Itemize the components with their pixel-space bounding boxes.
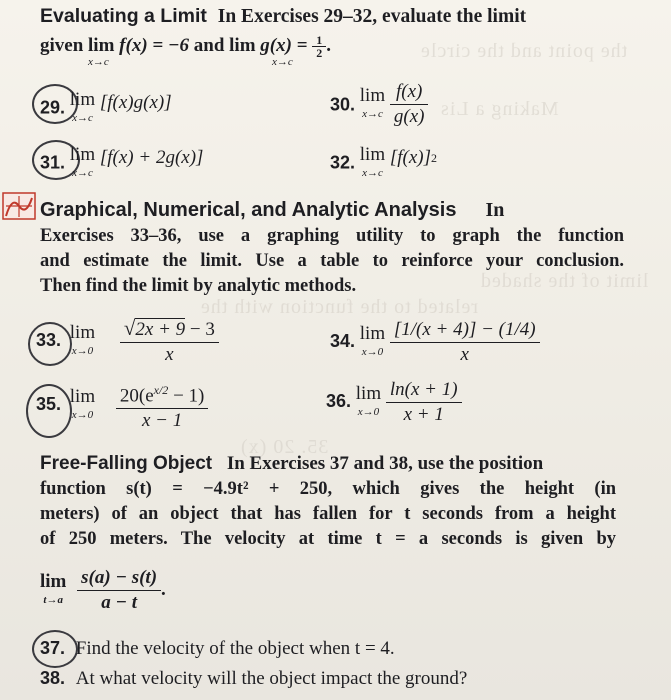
section-heading-free-fall: Free-Falling Object <box>40 453 213 474</box>
exercise-30 <box>330 80 428 129</box>
exercise-35-denominator: x − 1 <box>116 408 208 433</box>
exercise-29-sub: x→c <box>72 112 93 124</box>
exercise-36-numerator: ln(x + 1) <box>389 379 458 400</box>
exercise-29-lim: lim <box>69 89 96 110</box>
exercise-37-text: Find the velocity of the object when t = 4. <box>75 638 395 659</box>
graphical-instructions <box>40 224 624 299</box>
exercise-36-number: 36. <box>326 390 352 411</box>
f-limit-subscript: x→c <box>88 56 109 68</box>
exercise-31-number: 31. <box>40 152 66 173</box>
half-denominator: 2 <box>312 46 326 59</box>
exercise-32 <box>330 146 437 182</box>
exercise-35-lim: lim <box>69 385 96 407</box>
graphical-line-0: In <box>485 199 505 221</box>
exercise-31 <box>40 146 203 182</box>
velocity-formula <box>40 566 166 615</box>
exercise-34-numerator: [1/(x + 4)] − (1/4) <box>393 319 536 340</box>
exercise-30-number: 30. <box>330 94 356 115</box>
velocity-numerator: s(a) − s(t) <box>81 567 158 588</box>
g-limit-value: g(x) = <box>260 35 313 56</box>
exercise-31-sub: x→c <box>72 167 93 179</box>
exercise-38-number: 38. <box>40 668 66 688</box>
exercise-31-lim: lim <box>69 144 96 165</box>
exercise-33-numerator-tail: − 3 <box>185 319 215 340</box>
free-fall-line-4: of 250 meters. The velocity at time t = a seconds is given by <box>40 529 616 549</box>
section-heading-limit: Evaluating a Limit <box>40 5 207 27</box>
velocity-period: . <box>161 578 166 600</box>
exercise-37 <box>40 636 395 661</box>
velocity-denominator: a − t <box>77 590 161 615</box>
exercise-35 <box>36 378 208 433</box>
exercise-30-lim: lim <box>359 84 386 106</box>
textbook-page: the point and the circle Making a Lis related to the function with the limit of the shaded 35. 20 (x) Evaluating a Limit In Exercises 29–32, evaluate the limit given lim f(x) = −6 and lim g(x) = $\frac{1}{2}$ . x→c x→c 29. lim x→c [f(x)g(x)] 30. lim x→c $\frac{f(x)}{g(x)}$ 31. lim x→c [f(x) + 2g(x)] 32. lim x→c $[f(x)]^2$ Graphical, Numerical, and Analytic Analysis In Exercises 33–36, use a graphing utility to graph the function and estimate the limit. Use a table to reinforce your conclusion. Then find the limit by analytic methods. 33. lim x→0 $\frac{√2x + 9 - 3}{x}$ 34. lim x→0 $\frac{[1/(x + 4)] - (1/4)}{x}$ 35. lim x→0 $\frac{20(e^{x/2} - 1)}{x - 1}$ 36. lim x→0 $\frac{\ln(x + 1)}{x + 1}$ Free-Falling Object In Exercises 37 and 38, use the position function s(t) = −4.9t² + 250, which gives the height (in meters) of an object that has fallen for t seconds from a height of 250 meters. The velocity at time t = a seconds is given by lim t→a $\frac{s(a) - s(t)}{a - t}$ . 37. Find the velocity of the object when t = 4. 38. At what velocity will the object impact the ground? <box>0 0 671 700</box>
free-fall-line-2: function s(t) = −4.9t² + 250, which gives the height (in <box>40 479 616 499</box>
exercise-35-numerator-a: 20(e <box>119 385 154 407</box>
exercise-34 <box>330 318 540 367</box>
velocity-sub: t→a <box>43 593 63 606</box>
graphing-utility-icon <box>2 192 36 220</box>
free-fall-line-1: In Exercises 37 and 38, use the position <box>226 453 544 474</box>
exercise-33-sub: x→0 <box>71 344 94 357</box>
exercise-37-number: 37. <box>40 638 66 658</box>
exercise-36 <box>326 378 462 427</box>
exercise-33: 33. lim x→0 $\frac{√2x + 9 - 3}{x}$ <box>36 316 219 367</box>
graphical-line-1: Exercises 33–36, use a graphing utility to graph the function <box>40 226 624 246</box>
exercise-32-sub: x→c <box>362 167 383 179</box>
exercise-38 <box>40 666 467 691</box>
section-heading-graphical: Graphical, Numerical, and Analytic Analysis <box>40 199 457 221</box>
exercise-34-number: 34. <box>330 330 356 351</box>
exercise-36-lim: lim <box>355 382 382 404</box>
exercise-30-sub: x→c <box>362 107 383 120</box>
half-numerator: 1 <box>316 33 323 48</box>
graphical-line-2: and estimate the limit. Use a table to reinforce your conclusion. <box>40 251 624 271</box>
exercise-38-text: At what velocity will the object impact the ground? <box>75 668 468 689</box>
and-lim-text: and lim <box>193 35 256 56</box>
exercise-35-numerator-b: − 1) <box>168 385 205 407</box>
g-limit-subscript: x→c <box>272 56 293 68</box>
velocity-lim: lim <box>40 570 67 592</box>
exercise-32-lim: lim <box>359 144 386 165</box>
exercise-32-number: 32. <box>330 152 356 173</box>
exercise-34-denominator: x <box>390 342 540 367</box>
exercise-33-number: 33. <box>36 329 62 350</box>
exercise-34-sub: x→0 <box>361 345 384 358</box>
free-fall-line-3: meters) of an object that has fallen for t seconds from a height <box>40 504 616 524</box>
exercise-29-number: 29. <box>40 97 66 118</box>
exercise-33-radicand: 2x + 9 <box>135 319 186 340</box>
exercise-34-lim: lim <box>359 322 386 344</box>
instruction-text: In Exercises 29–32, evaluate the limit <box>217 6 527 27</box>
graphical-line-3: Then find the limit by analytic methods. <box>40 276 357 296</box>
exercise-33-lim: lim <box>69 321 96 343</box>
exercise-29 <box>40 91 172 127</box>
free-fall-instructions <box>40 477 616 552</box>
exercise-35-sub: x→0 <box>71 408 94 421</box>
exercise-32-expression: [f(x)] <box>389 147 432 168</box>
exercise-35-number: 35. <box>36 394 62 415</box>
exercise-36-denominator: x + 1 <box>386 402 462 427</box>
exercise-32-exponent: 2 <box>431 151 438 165</box>
exercise-35-exponent: x/2 <box>153 383 169 397</box>
exercise-33-denominator: x <box>120 342 219 367</box>
exercise-36-sub: x→0 <box>357 405 380 418</box>
exercise-31-expression: [f(x) + 2g(x)] <box>99 147 204 168</box>
exercise-29-expression: [f(x)g(x)] <box>99 92 172 113</box>
given-text: given lim <box>40 35 115 56</box>
exercise-30-numerator: f(x) <box>395 81 423 102</box>
exercise-30-denominator: g(x) <box>390 104 429 129</box>
f-limit-value: f(x) = −6 <box>119 35 189 56</box>
